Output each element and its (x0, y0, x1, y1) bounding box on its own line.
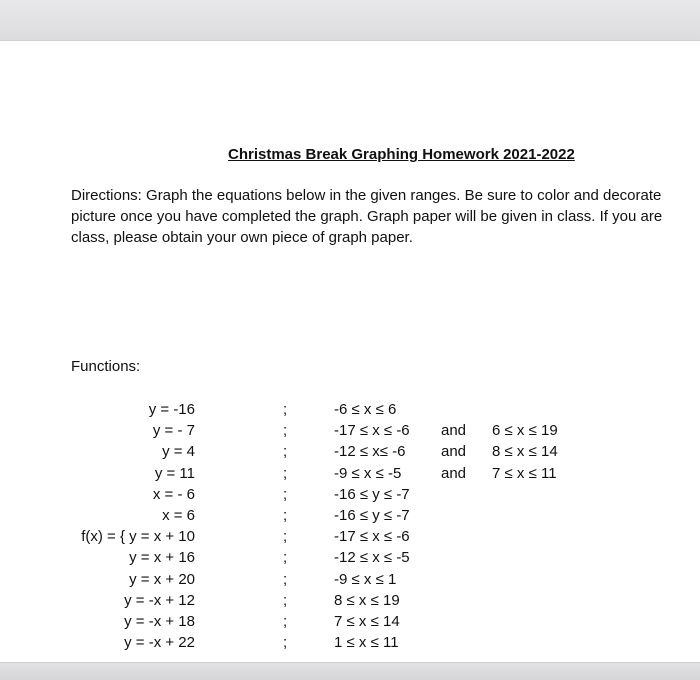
directions-line: class, please obtain your own piece of graph paper. (71, 229, 413, 246)
row-separator: ; (283, 528, 288, 546)
row-separator: ; (283, 634, 288, 652)
row-separator: ; (283, 507, 288, 524)
row-equation: y = x + 20 (129, 570, 195, 588)
row-range1: -17 ≤ x ≤ -6 (334, 422, 410, 440)
row-separator: ; (283, 613, 288, 630)
function-row (0, 505, 700, 526)
document-title: Christmas Break Graphing Homework 2021-2022 (228, 146, 575, 163)
function-row (0, 441, 700, 462)
row-equation: y = - 7 (152, 422, 195, 440)
row-equation: y = -x + 18 (124, 613, 195, 630)
row-separator: ; (283, 422, 288, 440)
row-separator: ; (283, 570, 288, 588)
row-separator: ; (283, 591, 288, 609)
row-equation: y = x + 16 (129, 549, 195, 567)
row-equation: y = 11 (154, 464, 195, 482)
row-range1: -9 ≤ x ≤ -5 (334, 464, 402, 482)
row-range1: -6 ≤ x ≤ 6 (334, 401, 397, 418)
row-equation: x = 6 (162, 507, 195, 524)
function-row (0, 526, 700, 547)
row-equation: y = 4 (162, 443, 195, 461)
row-range1: -12 ≤ x ≤ -5 (334, 549, 410, 567)
row-separator: ; (283, 443, 288, 461)
row-range1: -12 ≤ x≤ -6 (334, 443, 406, 461)
function-row (0, 484, 700, 505)
row-range1: 1 ≤ x ≤ 11 (334, 634, 399, 652)
function-row (0, 547, 700, 568)
function-row (0, 463, 700, 484)
row-range2: 6 ≤ x ≤ 19 (492, 422, 558, 440)
row-equation: y = -x + 12 (124, 591, 195, 609)
function-row (0, 569, 700, 590)
row-range1: 8 ≤ x ≤ 19 (334, 591, 400, 609)
directions-paragraph (71, 185, 700, 248)
function-row (0, 420, 700, 441)
row-equation: y = -16 (148, 401, 195, 418)
row-separator: ; (283, 464, 288, 482)
row-and: and (441, 422, 467, 440)
row-equation: y = -x + 22 (124, 634, 195, 652)
row-range1: -9 ≤ x ≤ 1 (334, 570, 397, 588)
functions-label: Functions: (71, 358, 141, 375)
directions-line: Directions: Graph the equations below in the given ranges. Be sure to color and decorate (71, 187, 662, 204)
row-range2: 7 ≤ x ≤ 11 (492, 464, 557, 482)
function-row (0, 632, 700, 653)
row-separator: ; (283, 485, 288, 503)
row-and: and (441, 443, 467, 461)
directions-line: picture once you have completed the graph. Graph paper will be given in class. If you are (71, 208, 663, 225)
row-separator: ; (283, 401, 288, 418)
function-row (0, 611, 700, 632)
row-separator: ; (283, 549, 288, 567)
viewer-bottom-bar (0, 662, 700, 680)
function-row (0, 590, 700, 611)
function-row (0, 399, 700, 420)
viewer-top-bar (0, 0, 700, 41)
row-range2: 8 ≤ x ≤ 14 (492, 443, 558, 461)
row-equation: x = - 6 (152, 485, 195, 503)
row-range1: -16 ≤ y ≤ -7 (334, 485, 410, 503)
row-range1: 7 ≤ x ≤ 14 (334, 613, 400, 630)
row-and: and (441, 464, 467, 482)
row-range1: -16 ≤ y ≤ -7 (334, 507, 410, 524)
row-range1: -17 ≤ x ≤ -6 (334, 528, 410, 546)
row-equation: f(x) = { y = x + 10 (81, 528, 195, 546)
